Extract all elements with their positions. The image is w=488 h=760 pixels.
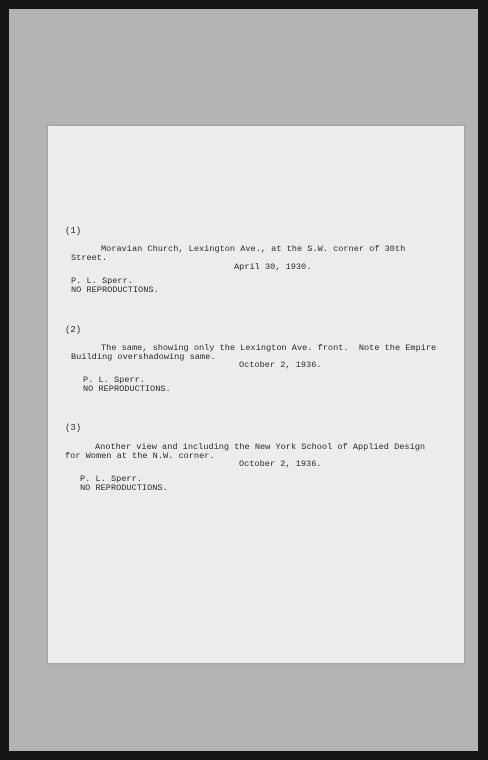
entry-description-line-2: for Women at the N.W. corner. (65, 451, 215, 461)
entry-credit: P. L. Sperr. (83, 375, 145, 385)
entry-credit: P. L. Sperr. (80, 474, 142, 484)
entry-rights: NO REPRODUCTIONS. (83, 384, 171, 394)
entry-description-line-1: Another view and including the New York School of Applied Design (95, 442, 426, 452)
entry-date: October 2, 1936. (239, 459, 322, 469)
entry-number: (3) (65, 423, 82, 433)
photo-mat-background (9, 9, 478, 751)
entry-description-line-1: Moravian Church, Lexington Ave., at the S.W. corner of 30th (101, 244, 406, 254)
entry-number: (1) (65, 226, 82, 236)
entry-credit: P. L. Sperr. (71, 276, 133, 286)
entry-rights: NO REPRODUCTIONS. (71, 285, 159, 295)
entry-description-line-2: Building overshadowing same. (71, 352, 216, 362)
entry-date: April 30, 1930. (234, 262, 312, 272)
entry-description-line-2: Street. (71, 253, 108, 263)
entry-description-line-1: The same, showing only the Lexington Ave. front. Note the Empire (101, 343, 437, 353)
typed-document-sheet (48, 126, 464, 663)
entry-rights: NO REPRODUCTIONS. (80, 483, 168, 493)
entry-date: October 2, 1936. (239, 360, 322, 370)
entry-number: (2) (65, 325, 82, 335)
